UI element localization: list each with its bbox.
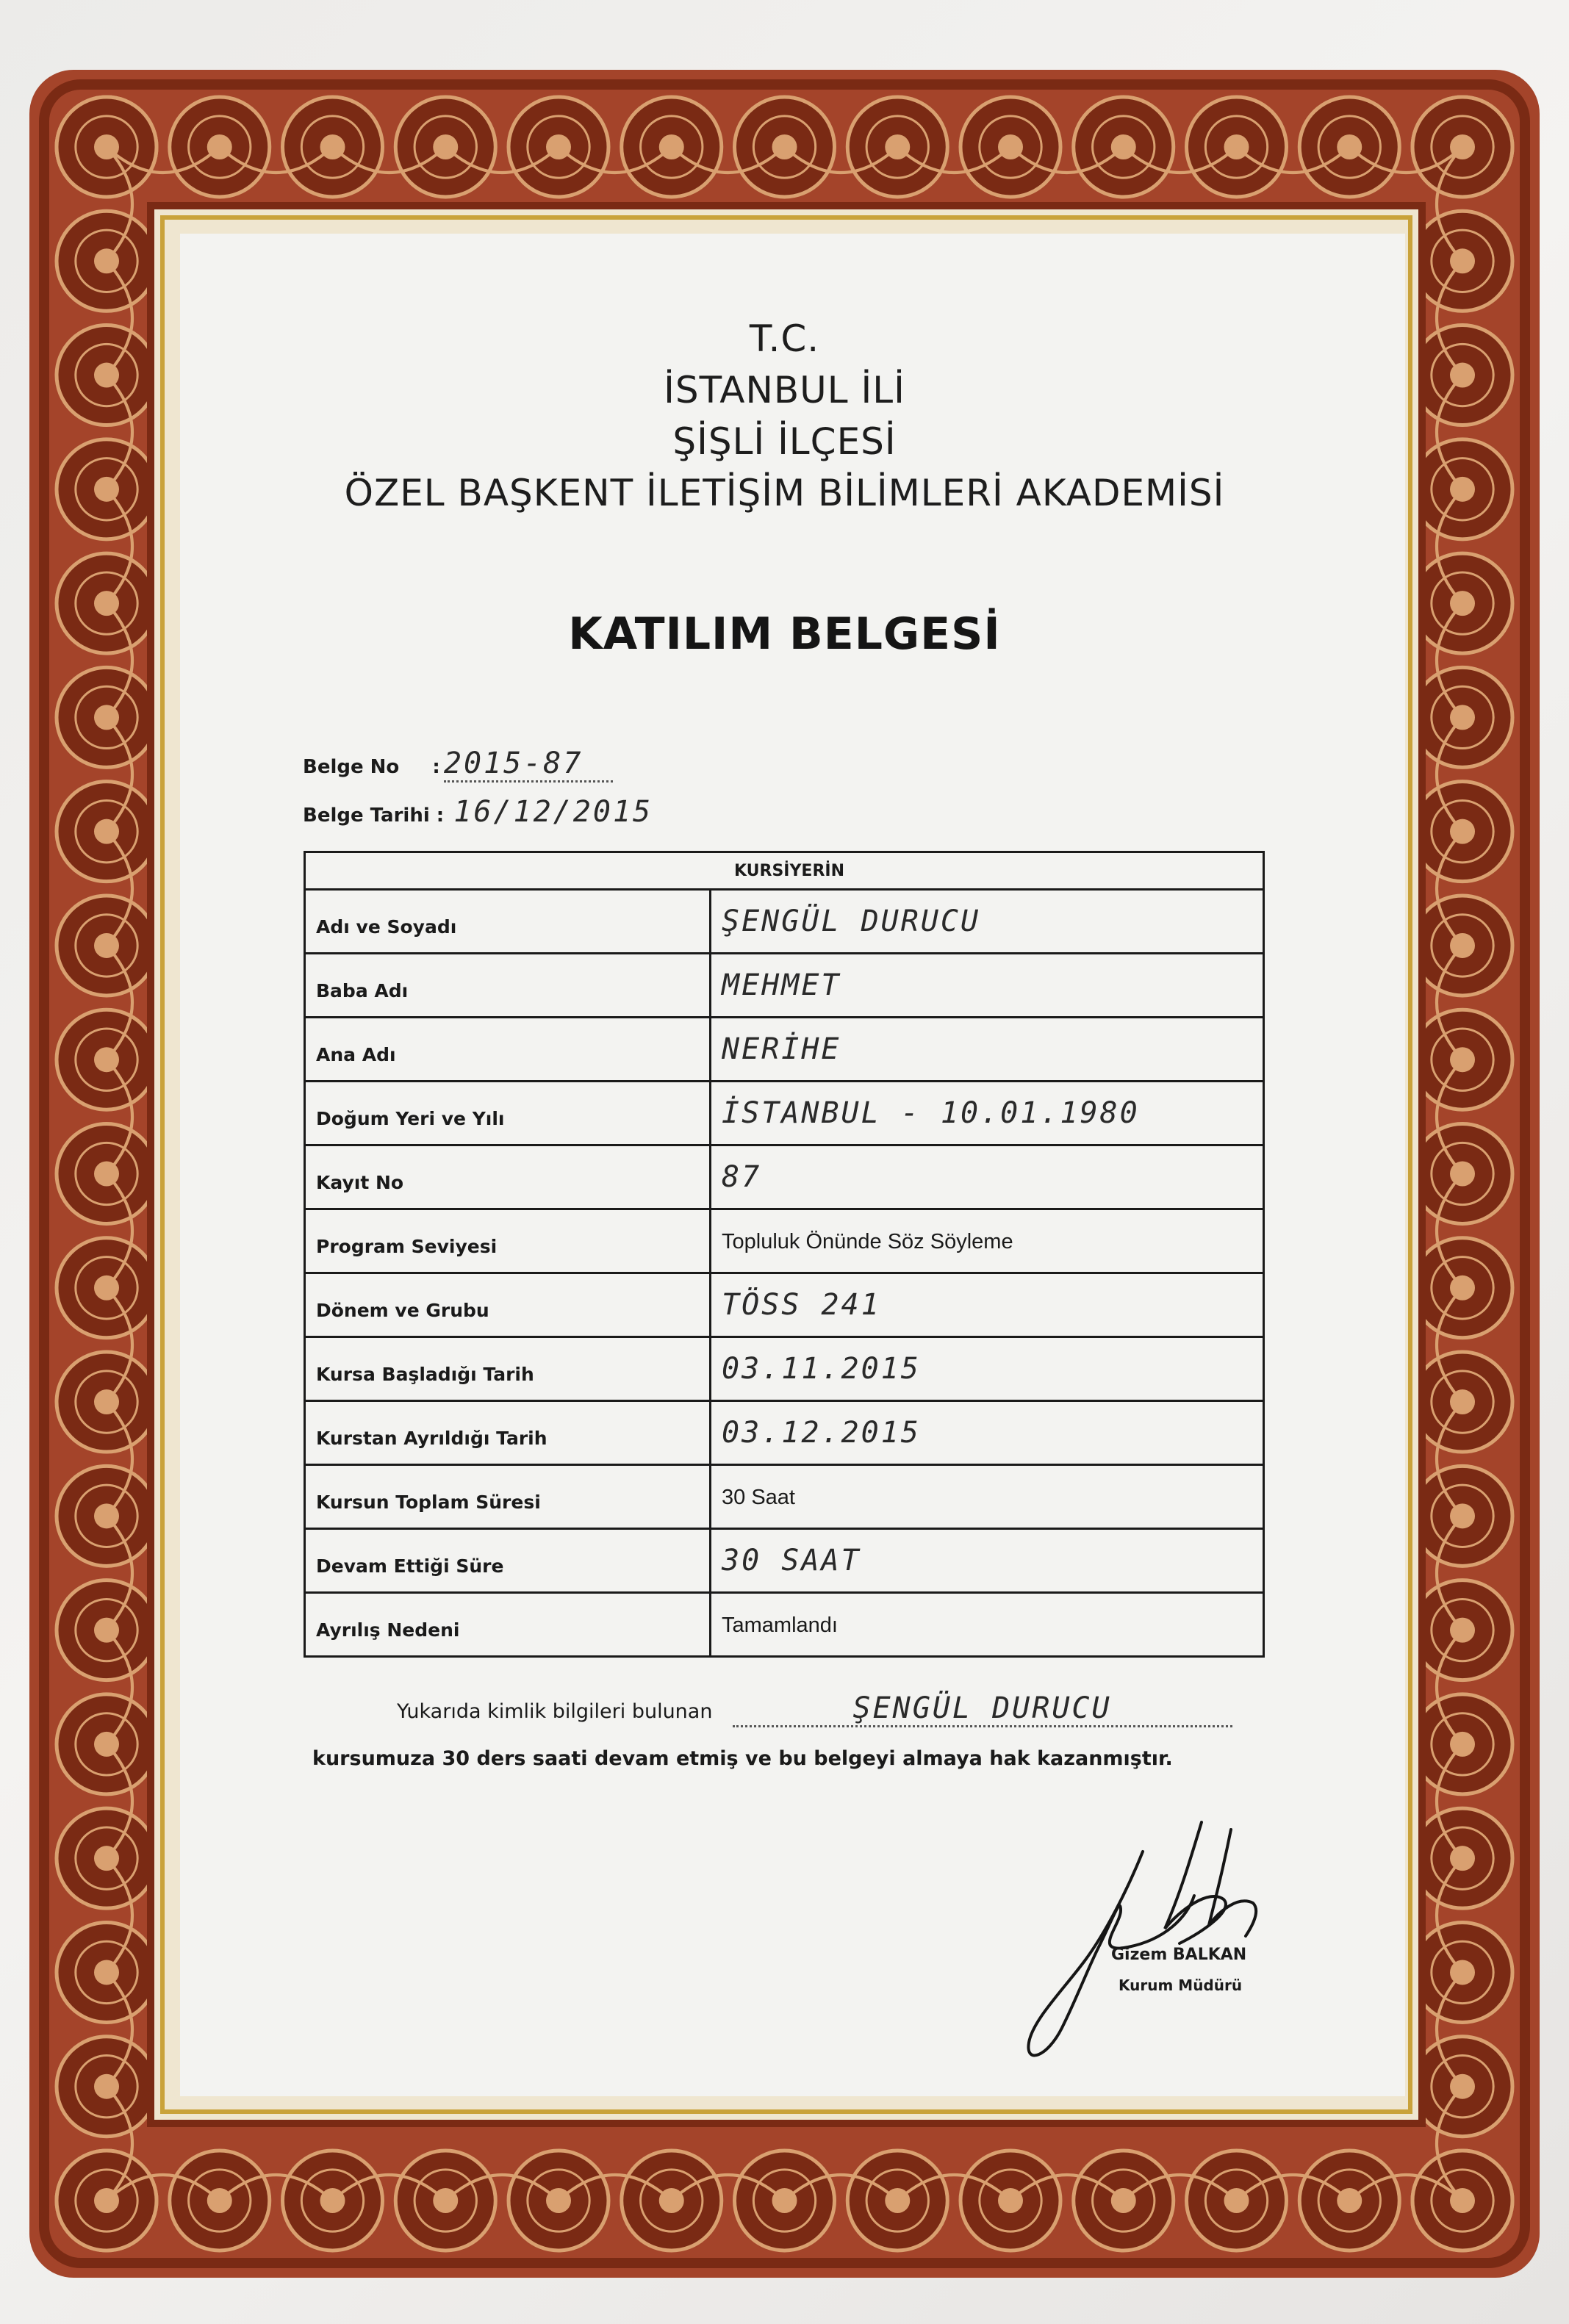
header-line-tc: T.C. — [749, 317, 820, 360]
table-row-label: Baba Adı — [305, 954, 711, 1018]
table-row — [305, 1593, 1264, 1657]
table-row-label: Adı ve Soyadı — [305, 890, 711, 954]
participant-info-table — [304, 851, 1265, 1658]
belge-no-colon: : — [432, 756, 440, 778]
signatory-title: Kurum Müdürü — [1119, 1976, 1243, 1994]
header-line-province: İSTANBUL İLİ — [664, 369, 905, 411]
table-row — [305, 954, 1264, 1018]
statement-prefix: Yukarıda kimlik bilgileri bulunan — [397, 1700, 713, 1723]
table-row-value-cell — [711, 1209, 1264, 1273]
signatory-name: Gizem BALKAN — [1111, 1946, 1247, 1964]
table-row-value-cell — [711, 1529, 1264, 1593]
statement-name: ŞENGÜL DURUCU — [733, 1691, 1232, 1727]
table-row-label: Kurstan Ayrıldığı Tarih — [305, 1401, 711, 1465]
table-row-value-cell — [711, 890, 1264, 954]
belge-tarihi-value: 16/12/2015 — [453, 795, 653, 829]
statement-line-2: kursumuza 30 ders saati devam etmiş ve bu belgeyi almaya hak kazanmıştır. — [312, 1747, 1173, 1770]
table-row — [305, 1209, 1264, 1273]
table-row — [305, 1082, 1264, 1145]
table-heading-row — [305, 852, 1264, 890]
table-row-value: 03.12.2015 — [722, 1416, 921, 1450]
table-row-value: TÖSS 241 — [722, 1288, 881, 1322]
table-row-value: 30 Saat — [722, 1485, 795, 1509]
table-row-label: Dönem ve Grubu — [305, 1273, 711, 1337]
table-row — [305, 1337, 1264, 1401]
table-row — [305, 1401, 1264, 1465]
table-row-label: Ayrılış Nedeni — [305, 1593, 711, 1657]
header-line-institution: ÖZEL BAŞKENT İLETİŞİM BİLİMLERİ AKADEMİSİ — [344, 472, 1225, 514]
statement-line-1 — [397, 1691, 1286, 1727]
table-row-value: İSTANBUL - 10.01.1980 — [722, 1096, 1140, 1130]
table-row-value: Tamamlandı — [722, 1613, 838, 1637]
belge-tarihi-label: Belge Tarihi : — [303, 805, 445, 827]
table-heading: KURSİYERİN — [305, 852, 1264, 890]
table-row-label: Devam Ettiği Süre — [305, 1529, 711, 1593]
table-row-label: Doğum Yeri ve Yılı — [305, 1082, 711, 1145]
belge-no-row — [303, 747, 613, 783]
table-row-value-cell — [711, 1082, 1264, 1145]
table-row-value: ŞENGÜL DURUCU — [722, 904, 981, 938]
table-row-label: Kayıt No — [305, 1145, 711, 1209]
table-row-value-cell — [711, 954, 1264, 1018]
table-row-value-cell — [711, 1273, 1264, 1337]
table-row-value: MEHMET — [722, 968, 841, 1002]
table-row-value: 03.11.2015 — [722, 1352, 921, 1386]
table-row-label: Kursa Başladığı Tarih — [305, 1337, 711, 1401]
document-title: KATILIM BELGESİ — [568, 608, 1001, 660]
table-row — [305, 1529, 1264, 1593]
table-row — [305, 1145, 1264, 1209]
table-row — [305, 1018, 1264, 1082]
table-row-value: 30 SAAT — [722, 1544, 861, 1577]
table-row-value-cell — [711, 1401, 1264, 1465]
table-row-label: Kursun Toplam Süresi — [305, 1465, 711, 1529]
table-row-value: NERİHE — [722, 1032, 841, 1066]
belge-tarihi-row — [303, 795, 653, 829]
table-row-value-cell — [711, 1593, 1264, 1657]
table-row-value-cell — [711, 1145, 1264, 1209]
table-row-value-cell — [711, 1337, 1264, 1401]
belge-no-value: 2015-87 — [444, 747, 613, 783]
table-row-value: 87 — [722, 1160, 762, 1194]
table-row — [305, 1273, 1264, 1337]
table-row — [305, 1465, 1264, 1529]
table-row-value: Topluluk Önünde Söz Söyleme — [722, 1229, 1013, 1253]
table-row-label: Program Seviyesi — [305, 1209, 711, 1273]
belge-no-label: Belge No — [303, 756, 400, 778]
header-line-district: ŞİŞLİ İLÇESİ — [672, 420, 897, 463]
table-row-value-cell — [711, 1465, 1264, 1529]
table-row-label: Ana Adı — [305, 1018, 711, 1082]
table-row-value-cell — [711, 1018, 1264, 1082]
signature — [1018, 1807, 1282, 2072]
table-row — [305, 890, 1264, 954]
